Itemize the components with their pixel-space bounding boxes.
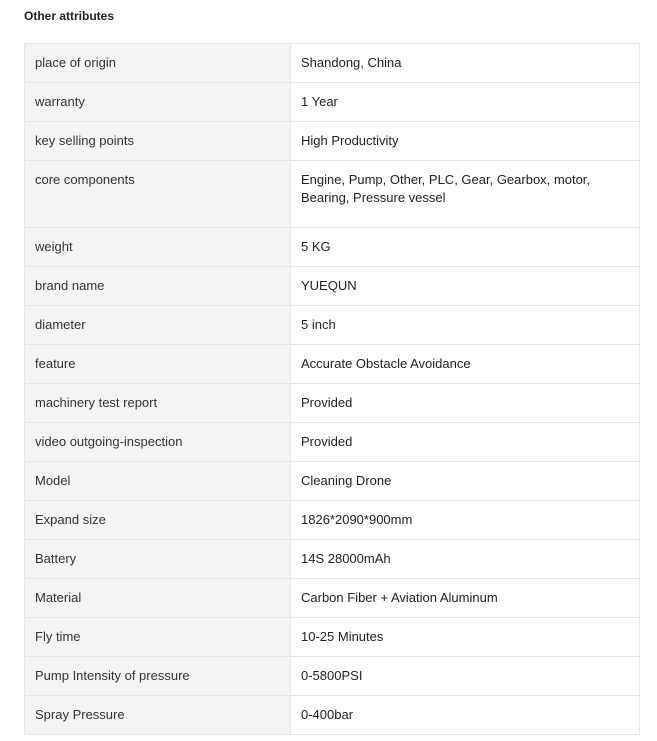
attribute-value: 5 KG xyxy=(291,228,640,267)
attribute-value: High Productivity xyxy=(291,122,640,161)
table-row xyxy=(25,462,640,501)
attribute-key: warranty xyxy=(25,83,291,122)
table-row xyxy=(25,540,640,579)
attribute-value: Provided xyxy=(291,423,640,462)
table-row xyxy=(25,345,640,384)
table-row xyxy=(25,228,640,267)
attribute-value: YUEQUN xyxy=(291,267,640,306)
attributes-table xyxy=(24,43,640,735)
attribute-key: brand name xyxy=(25,267,291,306)
attribute-key: Spray Pressure xyxy=(25,696,291,735)
table-row xyxy=(25,122,640,161)
table-row xyxy=(25,161,640,228)
attribute-key: Material xyxy=(25,579,291,618)
attribute-value: Engine, Pump, Other, PLC, Gear, Gearbox, motor, Bearing, Pressure vessel xyxy=(291,161,640,228)
attribute-value: 1 Year xyxy=(291,83,640,122)
attribute-key: key selling points xyxy=(25,122,291,161)
attribute-value: 0-400bar xyxy=(291,696,640,735)
attribute-key: Model xyxy=(25,462,291,501)
attribute-value: Shandong, China xyxy=(291,44,640,83)
attribute-key: machinery test report xyxy=(25,384,291,423)
attribute-value: 1826*2090*900mm xyxy=(291,501,640,540)
attribute-value: 0-5800PSI xyxy=(291,657,640,696)
table-row xyxy=(25,579,640,618)
table-row xyxy=(25,384,640,423)
table-row xyxy=(25,618,640,657)
attribute-key: place of origin xyxy=(25,44,291,83)
attribute-value: 14S 28000mAh xyxy=(291,540,640,579)
table-row xyxy=(25,657,640,696)
table-row xyxy=(25,306,640,345)
attribute-key: Pump Intensity of pressure xyxy=(25,657,291,696)
attribute-key: weight xyxy=(25,228,291,267)
attribute-key: video outgoing-inspection xyxy=(25,423,291,462)
table-row xyxy=(25,423,640,462)
attribute-key: Battery xyxy=(25,540,291,579)
table-row xyxy=(25,83,640,122)
attribute-value: Carbon Fiber + Aviation Aluminum xyxy=(291,579,640,618)
attribute-value: Provided xyxy=(291,384,640,423)
attribute-key: Expand size xyxy=(25,501,291,540)
attribute-key: core components xyxy=(25,161,291,228)
attribute-value: 5 inch xyxy=(291,306,640,345)
attribute-value: Accurate Obstacle Avoidance xyxy=(291,345,640,384)
attribute-key: Fly time xyxy=(25,618,291,657)
attribute-value: 10-25 Minutes xyxy=(291,618,640,657)
attribute-value: Cleaning Drone xyxy=(291,462,640,501)
table-row xyxy=(25,501,640,540)
attribute-key: diameter xyxy=(25,306,291,345)
attribute-key: feature xyxy=(25,345,291,384)
table-row xyxy=(25,44,640,83)
section-title: Other attributes xyxy=(24,9,115,23)
table-row xyxy=(25,267,640,306)
table-row xyxy=(25,696,640,735)
